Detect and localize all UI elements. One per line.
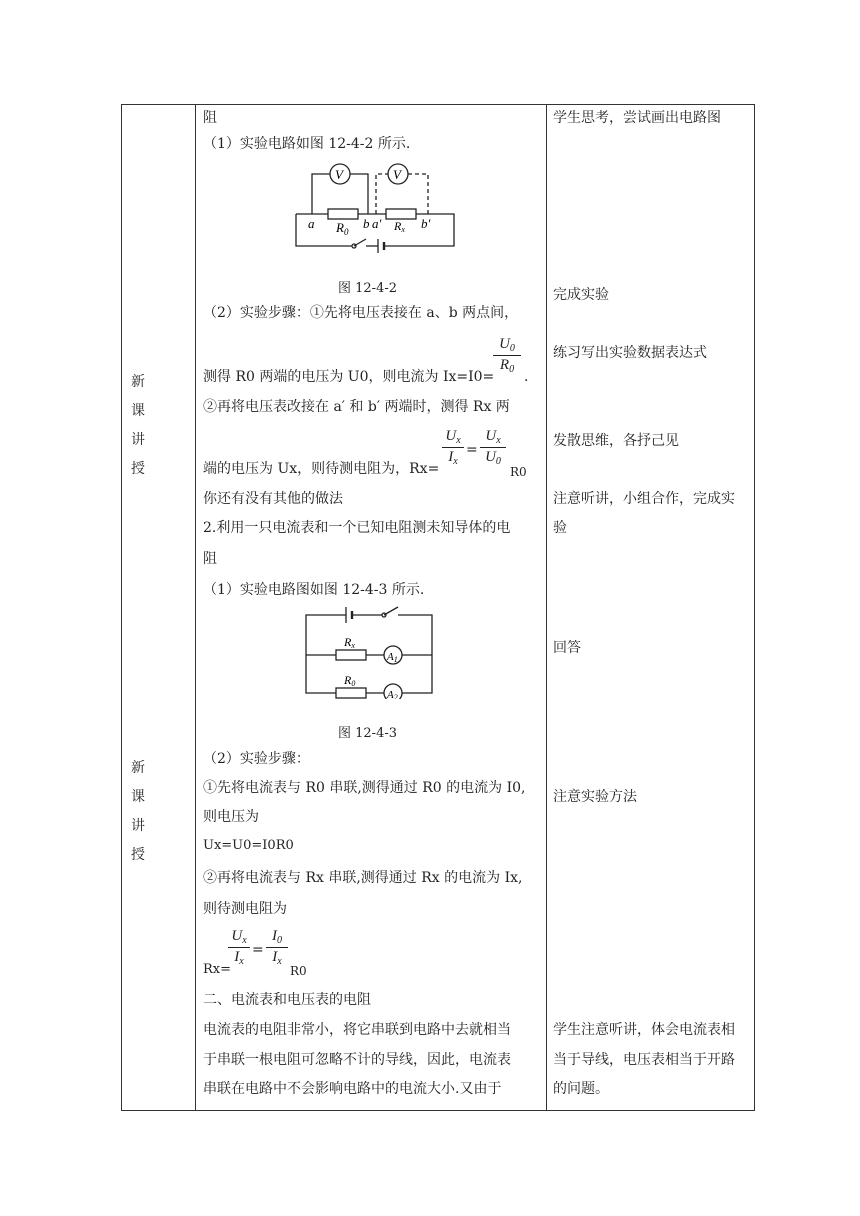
label-b-prime: b′ <box>421 216 431 231</box>
student-activity: 当于导线，电压表相当于开路 <box>553 1052 735 1068</box>
text-line: 则待测电阻为 <box>203 901 287 917</box>
label-rx: Rx <box>344 635 355 650</box>
label-char: 授 <box>131 461 145 477</box>
student-activity: 学生思考，尝试画出电路图 <box>553 110 721 126</box>
label-char: 讲 <box>131 818 145 834</box>
text-line: Rx= <box>203 962 232 977</box>
text-line: 电流表的电阻非常小，将它串联到电路中去就相当 <box>203 1022 511 1038</box>
label-char: 讲 <box>131 432 145 448</box>
student-activity: 验 <box>553 520 567 536</box>
student-activity: 注意听讲，小组合作，完成实 <box>553 491 735 507</box>
student-activity: 回答 <box>553 640 581 656</box>
student-activity: 发散思维，各抒己见 <box>553 433 679 449</box>
text-line: 阻 <box>203 551 217 567</box>
table-divider-1 <box>195 104 196 1111</box>
formula-fraction: $I_0$ $I_x$ <box>266 928 288 967</box>
student-activity: 注意实验方法 <box>553 789 637 805</box>
table-divider-2 <box>546 104 547 1111</box>
voltmeter-left-symbol: V <box>335 167 343 182</box>
text-line: R0 <box>510 465 527 479</box>
equals-sign: = <box>466 442 478 458</box>
label-rx: Rx <box>394 219 405 234</box>
text-line: Ux=U0=I0R0 <box>203 838 294 853</box>
label-a-prime: a′ <box>372 216 382 231</box>
text-line: ②再将电压表改接在 a′ 和 b′ 两端时，测得 Rx 两 <box>203 399 510 415</box>
text-line: R0 <box>290 964 307 978</box>
circuit-figure-12-4-3 <box>300 603 440 699</box>
student-activity: 的问题。 <box>553 1081 609 1097</box>
text-line: （2）实验步骤：①先将电压表接在 a、b 两点间， <box>203 305 519 321</box>
label-char: 新 <box>131 374 145 390</box>
ammeter-2-symbol: A2 <box>387 689 398 699</box>
circuit-figure-12-4-2 <box>290 160 460 255</box>
student-activity: 完成实验 <box>553 287 609 303</box>
label-a: a <box>308 216 315 231</box>
formula-fraction: $U_x$ $U_0$ <box>480 428 506 467</box>
label-char: 课 <box>131 403 145 419</box>
student-activity: 学生注意听讲，体会电流表相 <box>553 1022 735 1038</box>
figure-caption: 图 12-4-3 <box>338 726 398 741</box>
label-char: 授 <box>131 847 145 863</box>
text-line: 串联在电路中不会影响电路中的电流大小.又由于 <box>203 1081 502 1097</box>
formula-fraction: $U_x$ $I_x$ <box>228 928 250 967</box>
formula-fraction: $U_0$ $R_0$ <box>493 336 521 375</box>
text-line: 2.利用一只电流表和一个已知电阻测未知导体的电 <box>203 520 511 536</box>
text-line: 阻 <box>203 110 217 126</box>
text-line: . <box>524 369 529 385</box>
text-line: 测得 R0 两端的电压为 U0，则电流为 Ix=I0= <box>203 369 495 385</box>
label-r0: $R_0$ <box>336 220 349 237</box>
equals-sign: = <box>252 942 264 958</box>
voltmeter-right-symbol: V <box>393 167 401 182</box>
student-activity: 练习写出实验数据表达式 <box>553 345 707 361</box>
label-b: b <box>363 216 370 231</box>
table-top-border <box>121 104 755 105</box>
formula-fraction: $U_x$ $I_x$ <box>442 428 464 467</box>
text-line: 端的电压为 Ux，则待测电阻为，Rx= <box>203 461 440 477</box>
table-bottom-border <box>121 1110 755 1111</box>
table-left-border <box>121 104 122 1111</box>
text-line: （1）实验电路如图 12-4-2 所示. <box>203 136 411 152</box>
text-line: （1）实验电路图如图 12-4-3 所示. <box>203 582 425 598</box>
section-heading: 二、电流表和电压表的电阻 <box>203 992 371 1008</box>
text-line: 于串联一根电阻可忽略不计的导线，因此，电流表 <box>203 1052 511 1068</box>
figure-caption: 图 12-4-2 <box>338 281 398 296</box>
text-line: ①先将电流表与 R0 串联,测得通过 R0 的电流为 I0, <box>203 780 526 796</box>
label-char: 新 <box>131 760 145 776</box>
text-line: ②再将电流表与 Rx 串联,测得通过 Rx 的电流为 Ix, <box>203 870 523 886</box>
text-line: 你还有没有其他的做法 <box>203 491 343 507</box>
table-right-border <box>754 104 755 1111</box>
text-line: 则电压为 <box>203 809 259 825</box>
label-char: 课 <box>131 789 145 805</box>
label-r0: R0 <box>344 673 356 688</box>
ammeter-1-symbol: A1 <box>387 651 398 664</box>
text-line: （2）实验步骤： <box>203 751 310 767</box>
